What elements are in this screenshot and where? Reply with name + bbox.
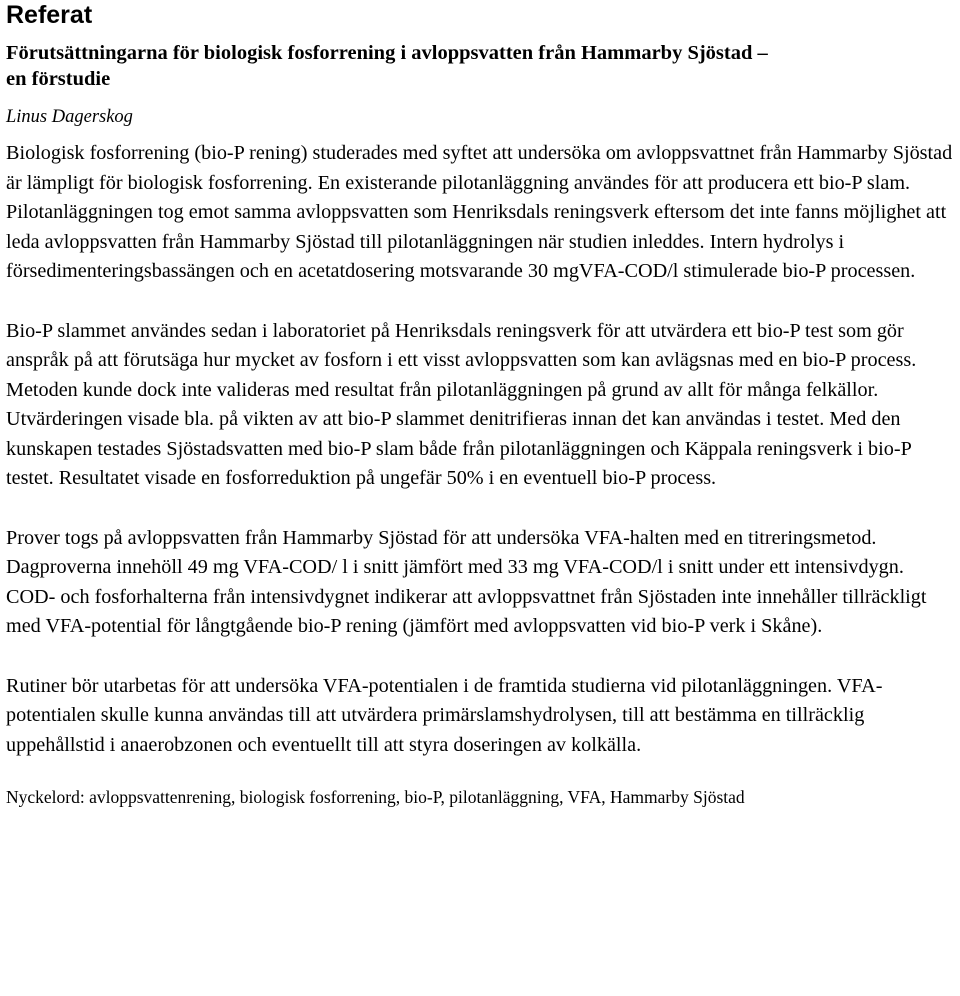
- keywords-line: Nyckelord: avloppsvattenrening, biologisk fosforrening, bio-P, pilotanläggning, VFA, Hammarby Sjöstad: [6, 787, 745, 807]
- abstract-paragraph-2: Bio-P slammet användes sedan i laboratoriet på Henriksdals reningsverk för att utvärdera ett bio-P test som gör anspråk på att förutsäga hur mycket av fosforn i ett visst avloppsvatten som kan avlägsnas med en bio-P process. Metoden kunde dock inte valideras med resultat från pilotanläggningen på grund av allt för många felkällor. Utvärderingen visade bla. på vikten av att bio-P slammet denitrifieras innan det kan användas i testet. Med den kunskapen testades Sjöstadsvatten med bio-P slam både från pilotanläggningen och Käppala reningsverk i bio-P testet. Resultatet visade en fosforreduktion på ungefär 50% i en eventuell bio-P process.: [6, 319, 917, 489]
- document-page: [6, 0, 956, 808]
- author-name: Linus Dagerskog: [6, 107, 133, 127]
- title-line-1: Förutsättningarna för biologisk fosforrening i avloppsvatten från Hammarby Sjöstad –: [6, 42, 768, 64]
- abstract-paragraph-3: Prover togs på avloppsvatten från Hammarby Sjöstad för att undersöka VFA-halten med en titreringsmetod. Dagproverna innehöll 49 mg VFA-COD/ l i snitt jämfört med 33 mg VFA-COD/l i snitt under ett intensivdygn. COD- och fosforhalterna från intensivdygnet indikerar att avloppsvattnet från Sjöstaden inte innehåller tillräckligt med VFA-potential för långtgående bio-P rening (jämfört med avloppsvatten vid bio-P verk i Skåne).: [6, 526, 927, 637]
- title-line-2: en förstudie: [6, 68, 111, 90]
- abstract-paragraph-4: Rutiner bör utarbetas för att undersöka VFA-potentialen i de framtida studierna vid pilotanläggningen. VFA-potentialen skulle kunna användas till att utvärdera primärslamshydrolysen, till att bestämma en tillräcklig uppehållstid i anaerobzonen och eventuellt till att styra doseringen av kolkälla.: [6, 674, 883, 756]
- abstract-paragraph-1: Biologisk fosforrening (bio-P rening) studerades med syftet att undersöka om avloppsvattnet från Hammarby Sjöstad är lämpligt för biologisk fosforrening. En existerande pilotanläggning användes för att producera ett bio-P slam. Pilotanläggningen tog emot samma avloppsvatten som Henriksdals reningsverk eftersom det inte fanns möjlighet att leda avloppsvatten från Hammarby Sjöstad till pilotanläggningen när studien inleddes. Intern hydrolys i försedimenteringsbassängen och en acetatdosering motsvarande 30 mgVFA-COD/l stimulerade bio-P processen.: [6, 142, 953, 282]
- section-heading: Referat: [6, 1, 93, 29]
- document-title: [6, 40, 956, 92]
